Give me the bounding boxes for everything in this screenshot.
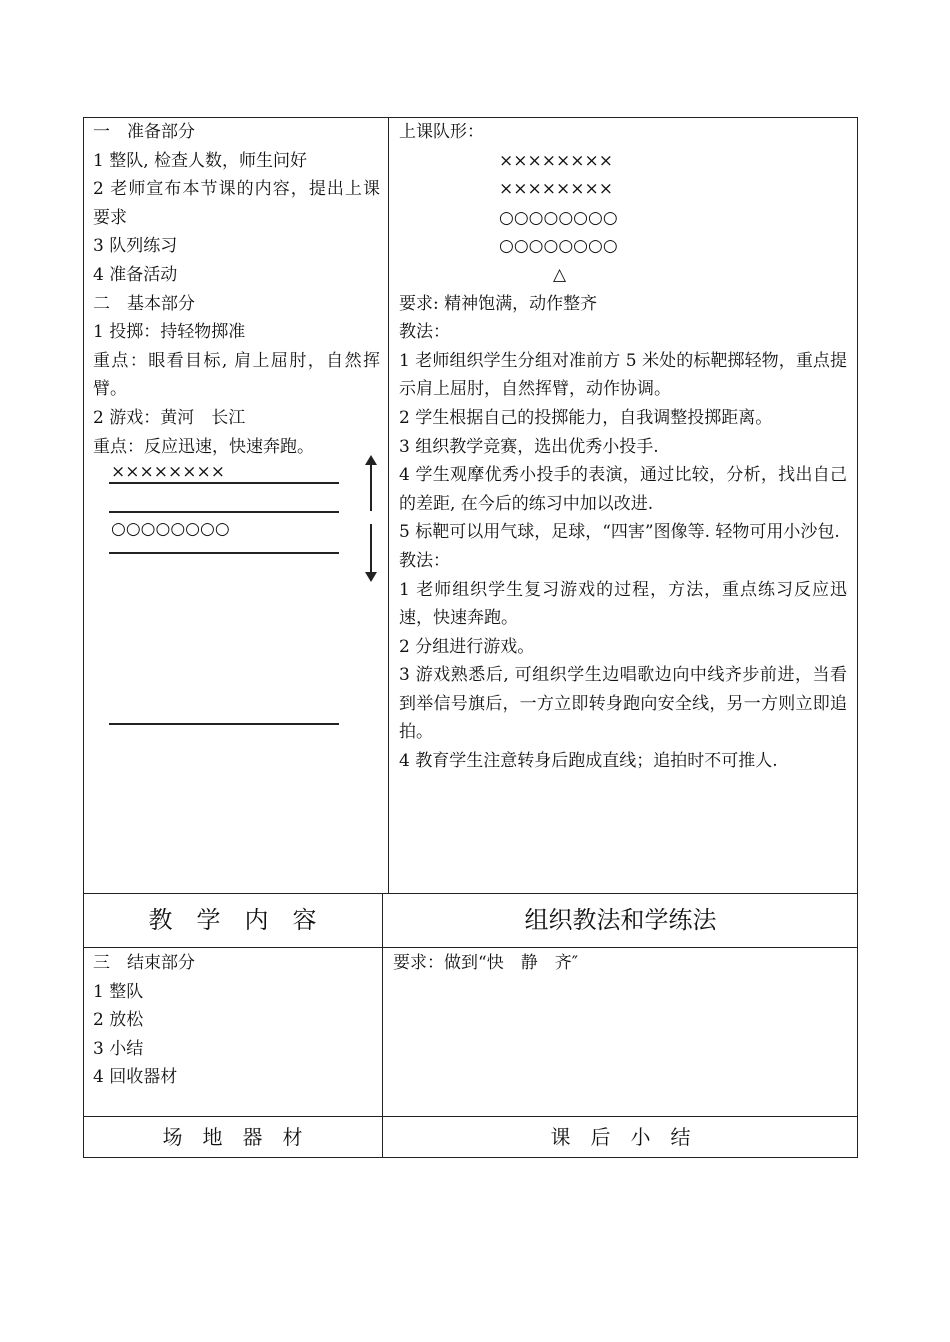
header-organization-method: 组织教法和学练法 xyxy=(524,906,717,934)
method-1-item-5: 5 标靶可以用气球，足球，“四害”图像等. 轻物可用小沙包. xyxy=(399,522,840,543)
section-end-title: 三 结束部分 xyxy=(93,953,195,973)
divider-header-bottom xyxy=(83,947,858,948)
game-line-1 xyxy=(109,482,339,484)
section-basic-title: 二 基本部分 xyxy=(93,293,195,314)
requirement-line: 要求: 精神饱满，动作整齐 xyxy=(399,293,598,314)
method-2-item-4: 4 教育学生注意转身后跑成直线；追拍时不可推人. xyxy=(399,751,778,772)
method-2-item-2: 2 分组进行游戏。 xyxy=(399,636,535,657)
end-requirement: 要求：做到“快 静 齐″ xyxy=(393,953,579,973)
formation-row-3: ○○○○○○○○ xyxy=(499,207,618,228)
formation-label: 上课队形： xyxy=(399,122,484,142)
method-1-item-3: 3 组织教学竞赛，选出优秀小投手. xyxy=(399,436,659,457)
game-row-x: ×××××××× xyxy=(111,462,225,482)
teacher-mark: △ xyxy=(553,264,567,285)
game-line-4 xyxy=(109,723,339,725)
lesson-plan-table xyxy=(83,117,858,1158)
end-item-4: 4 回收器材 xyxy=(93,1067,178,1088)
game-line-2 xyxy=(109,511,339,513)
basic-key-point-2: 重点：反应迅速，快速奔跑。 xyxy=(93,436,314,457)
method-title-2: 教法： xyxy=(399,550,450,571)
method-1-item-4: 4 学生观摩优秀小投手的表演，通过比较，分析，找出自己的差距, 在今后的练习中加以改进. xyxy=(399,465,847,514)
method-1-item-2: 2 学生根据自己的投掷能力，自我调整投掷距离。 xyxy=(399,407,773,428)
formation-diagram xyxy=(399,147,847,290)
end-item-2: 2 放松 xyxy=(93,1010,144,1031)
footer-venue-equipment: 场 地 器 材 xyxy=(162,1125,303,1149)
header-teaching-content: 教 学 内 容 xyxy=(148,906,317,934)
method-title-1: 教法： xyxy=(399,322,450,343)
top-column-divider xyxy=(388,117,389,893)
arrow-down-shaft xyxy=(370,524,372,574)
method-1-item-1: 1 老师组织学生分组对准前方 5 米处的标靶掷轻物，重点提示肩上屈肘，自然挥臂，动作协调。 xyxy=(399,350,847,400)
formation-row-2: ×××××××× xyxy=(499,179,613,200)
prep-item-3: 3 队列练习 xyxy=(93,236,178,257)
basic-key-point-1: 重点：眼看目标, 肩上屈肘，自然挥臂。 xyxy=(93,350,380,400)
game-row-o: ○○○○○○○○ xyxy=(111,519,230,539)
basic-item-1: 1 投掷：持轻物掷准 xyxy=(93,322,246,343)
footer-lesson-summary: 课 后 小 结 xyxy=(550,1125,691,1149)
prep-item-4: 4 准备活动 xyxy=(93,264,178,285)
formation-row-4: ○○○○○○○○ xyxy=(499,236,618,257)
end-item-3: 3 小结 xyxy=(93,1038,144,1059)
formation-row-1: ×××××××× xyxy=(499,150,613,171)
prep-item-1: 1 整队, 检查人数，师生问好 xyxy=(93,150,308,171)
basic-item-2: 2 游戏：黄河 长江 xyxy=(93,407,246,428)
game-line-3 xyxy=(109,552,339,554)
arrow-up-shaft xyxy=(370,463,372,511)
top-right-cell xyxy=(399,118,847,776)
method-2-item-1: 1 老师组织学生复习游戏的过程，方法，重点练习反应迅速，快速奔跑。 xyxy=(399,579,847,629)
bottom-left-cell xyxy=(93,949,378,1092)
bottom-right-cell xyxy=(393,949,848,978)
arrow-down-icon xyxy=(365,572,377,582)
prep-item-2: 2 老师宣布本节课的内容，提出上课要求 xyxy=(93,179,380,228)
section-prep-title: 一 准备部分 xyxy=(93,122,195,142)
end-item-1: 1 整队 xyxy=(93,981,144,1002)
method-2-item-3: 3 游戏熟悉后, 可组织学生边唱歌边向中线齐步前进，当看到举信号旗后，一方立即转身跑向安全线，另一方则立即追拍。 xyxy=(399,665,847,743)
top-left-cell xyxy=(93,118,380,461)
